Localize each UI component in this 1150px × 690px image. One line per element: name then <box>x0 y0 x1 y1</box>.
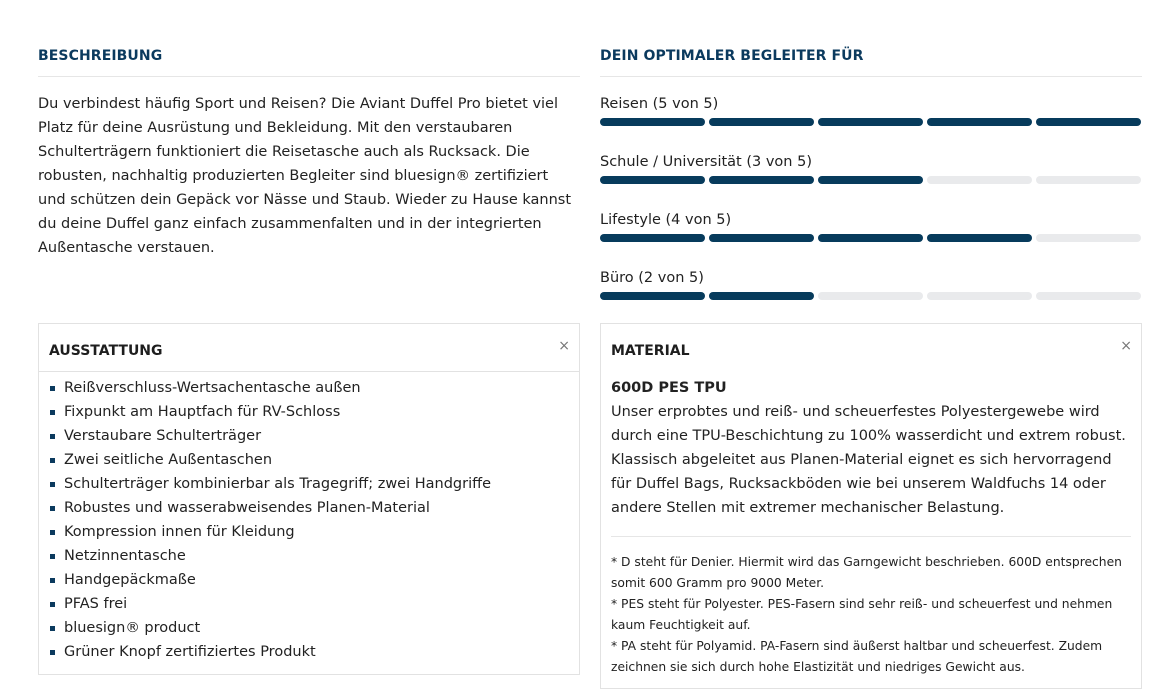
description-title: BESCHREIBUNG <box>38 48 163 64</box>
divider <box>611 536 1131 537</box>
rating-bar <box>600 234 1142 242</box>
rating-segment <box>600 292 705 300</box>
rating-segment <box>927 118 1032 126</box>
companion-title: DEIN OPTIMALER BEGLEITER FÜR <box>600 48 864 64</box>
footnote-denier: * D steht für Denier. Hiermit wird das Garngewicht beschrieben. 600D entsprechen somit 600 Gramm pro 9000 Meter. <box>611 555 1122 590</box>
features-panel-header[interactable] <box>39 324 579 372</box>
rating-bar <box>600 118 1142 126</box>
rating-buero <box>600 268 1142 288</box>
list-item: PFAS frei <box>49 592 491 616</box>
material-panel-header[interactable] <box>601 324 1141 372</box>
footnote-pes: * PES steht für Polyester. PES-Fasern sind sehr reiß- und scheuerfest und nehmen kaum Feuchtigkeit auf. <box>611 597 1113 632</box>
bullet-icon <box>50 458 55 463</box>
rating-segment <box>709 176 814 184</box>
rating-segment <box>709 118 814 126</box>
rating-schule <box>600 152 1142 172</box>
bullet-icon <box>50 554 55 559</box>
rating-segment <box>1036 118 1141 126</box>
rating-segment <box>1036 234 1141 242</box>
rating-segment <box>927 234 1032 242</box>
material-body <box>611 376 1131 520</box>
bullet-icon <box>50 386 55 391</box>
rating-label: Schule / Universität (3 von 5) <box>600 154 812 170</box>
rating-segment <box>600 176 705 184</box>
list-item: Schulterträger kombinierbar als Tragegriff; zwei Handgriffe <box>49 472 491 496</box>
description-header <box>38 47 580 77</box>
rating-label: Reisen (5 von 5) <box>600 96 719 112</box>
rating-segment <box>818 176 923 184</box>
close-icon[interactable]: × <box>1120 338 1132 354</box>
list-item: Handgepäckmaße <box>49 568 491 592</box>
list-item: Kompression innen für Kleidung <box>49 520 491 544</box>
rating-segment <box>1036 292 1141 300</box>
rating-segment <box>818 234 923 242</box>
description-text: Du verbindest häufig Sport und Reisen? Die Aviant Duffel Pro bietet viel Platz für deine Ausrüstung und Bekleidung. Mit den verstaubaren Schulterträgern funktioniert die Reisetasche auch als Rucksack. Die robusten, nachhaltig produzierten Begleiter sind bluesign® zertifiziert und schützen dein Gepäck vor Nässe und Staub. Wieder zu Hause kannst du deine Duffel ganz einfach zusammenfalten und in der integrierten Außentasche verstauen. <box>38 96 572 256</box>
bullet-icon <box>50 578 55 583</box>
rating-segment <box>1036 176 1141 184</box>
rating-lifestyle <box>600 210 1142 230</box>
features-panel <box>38 323 580 675</box>
bullet-icon <box>50 626 55 631</box>
list-item: Zwei seitliche Außentaschen <box>49 448 491 472</box>
rating-segment <box>927 292 1032 300</box>
list-item: Robustes und wasserabweisendes Planen-Material <box>49 496 491 520</box>
bullet-icon <box>50 602 55 607</box>
material-panel <box>600 323 1142 689</box>
list-item: Verstaubare Schulterträger <box>49 424 491 448</box>
bullet-icon <box>50 530 55 535</box>
material-subtitle: 600D PES TPU <box>611 380 727 396</box>
footnote-pa: * PA steht für Polyamid. PA-Fasern sind äußerst haltbar und scheuerfest. Zudem zeichnen sie sich durch hohe Elastizität und niedriges Gewicht aus. <box>611 639 1103 674</box>
bullet-icon <box>50 482 55 487</box>
companion-header <box>600 47 1142 77</box>
rating-segment <box>709 234 814 242</box>
rating-bar <box>600 292 1142 300</box>
rating-segment <box>709 292 814 300</box>
list-item: Netzinnentasche <box>49 544 491 568</box>
bullet-icon <box>50 650 55 655</box>
rating-reisen <box>600 94 1142 114</box>
rating-bar <box>600 176 1142 184</box>
rating-segment <box>600 234 705 242</box>
bullet-icon <box>50 434 55 439</box>
material-title: MATERIAL <box>611 343 690 359</box>
material-text: Unser erprobtes und reiß- und scheuerfestes Polyestergewebe wird durch eine TPU-Beschichtung zu 100% wasserdicht und extrem robust. Klassisch abgeleitet aus Planen-Material eignet es sich hervorragend für Duffel Bags, Rucksackböden wie bei unserem Waldfuchs 14 oder andere Stellen mit extremer mechanischer Belastung. <box>611 404 1126 516</box>
rating-label: Lifestyle (4 von 5) <box>600 212 732 228</box>
features-list <box>49 376 491 664</box>
bullet-icon <box>50 410 55 415</box>
rating-segment <box>600 118 705 126</box>
list-item: Fixpunkt am Hauptfach für RV-Schloss <box>49 400 491 424</box>
material-footnotes <box>611 552 1136 678</box>
list-item: Grüner Knopf zertifiziertes Produkt <box>49 640 491 664</box>
features-title: AUSSTATTUNG <box>49 343 163 359</box>
rating-segment <box>818 292 923 300</box>
list-item: Reißverschluss-Wertsachentasche außen <box>49 376 491 400</box>
list-item: bluesign® product <box>49 616 491 640</box>
rating-segment <box>927 176 1032 184</box>
bullet-icon <box>50 506 55 511</box>
rating-segment <box>818 118 923 126</box>
rating-label: Büro (2 von 5) <box>600 270 704 286</box>
close-icon[interactable]: × <box>558 338 570 354</box>
